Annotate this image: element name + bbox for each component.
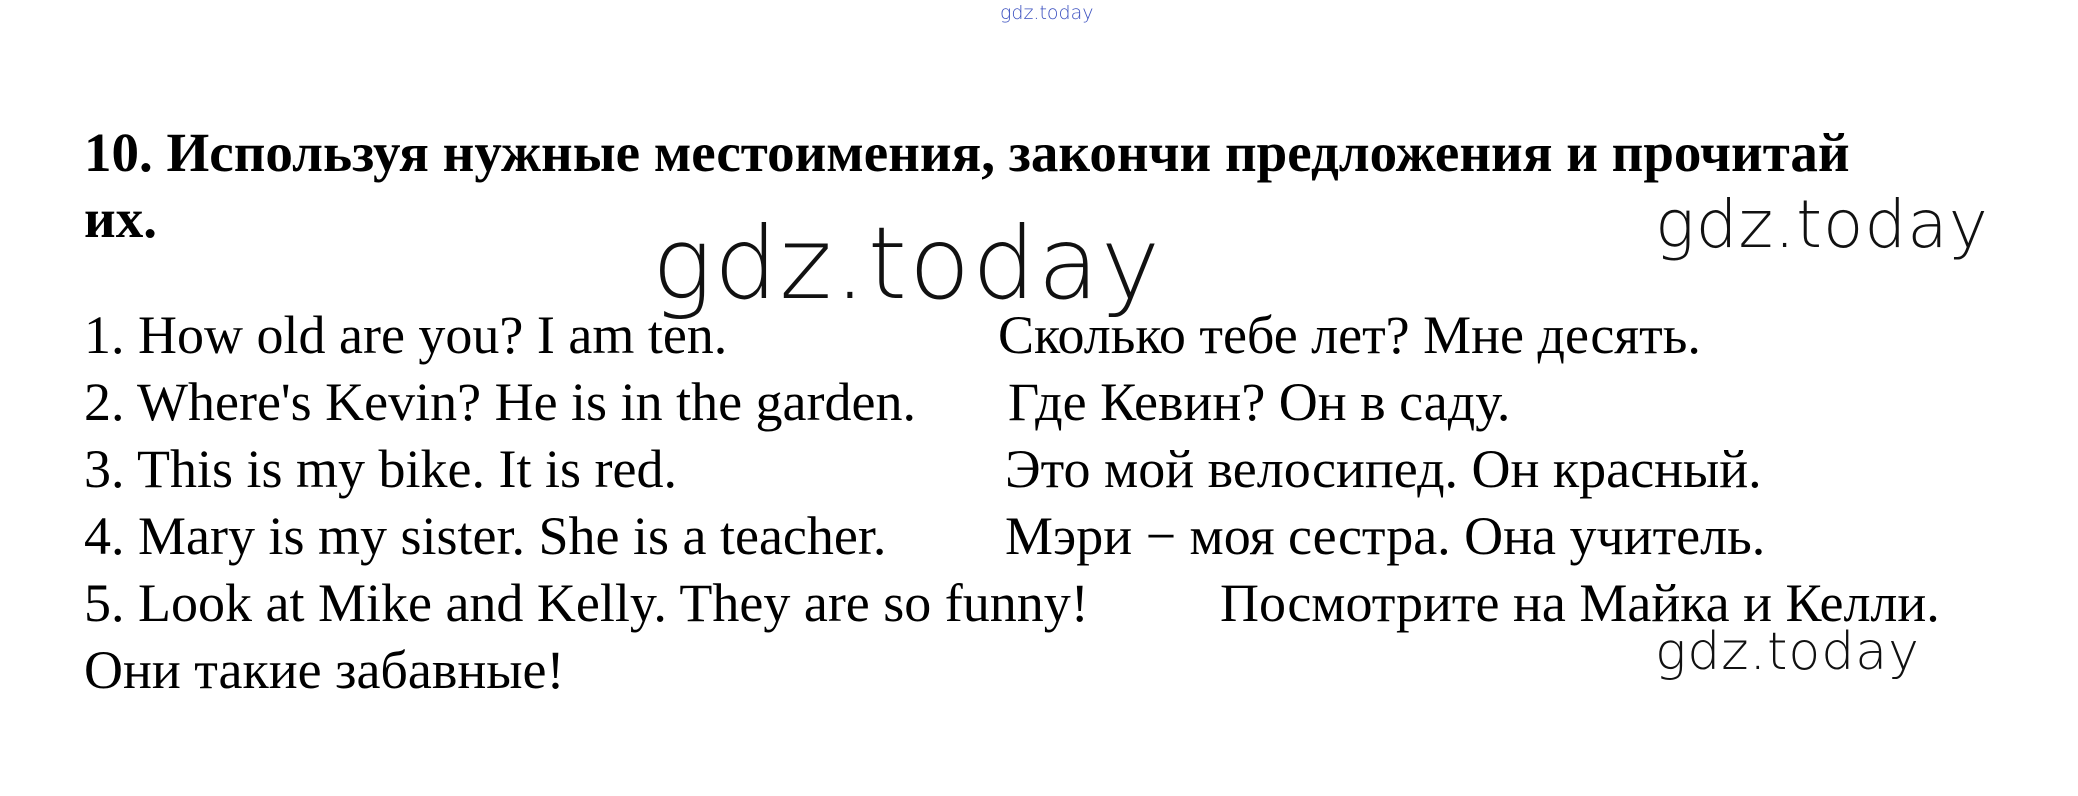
sentence-1-russian: Сколько тебе лет? Мне десять. (998, 305, 1701, 365)
sentence-3-english: 3. This is my bike. It is red. (84, 439, 677, 499)
task-title (84, 120, 2004, 252)
sentence-4-english: 4. Mary is my sister. She is a teacher. (84, 506, 887, 566)
sentence-4-russian: Мэри − моя сестра. Она учитель. (1005, 506, 1766, 566)
sentence-1-english: 1. How old are you? I am ten. (84, 305, 728, 365)
watermark-top: gdz.today (1000, 2, 1094, 24)
sentence-5-russian: Посмотрите на Майка и Келли. (1220, 573, 1940, 633)
sentence-2-russian: Где Кевин? Он в саду. (1008, 372, 1511, 432)
sentence-3-russian: Это мой велосипед. Он красный. (1005, 439, 1762, 499)
watermark-middle: gdz.today (652, 205, 1163, 322)
watermark-bottom: gdz.today (1655, 622, 1920, 682)
task-title-line-2: их. (84, 188, 157, 249)
sentence-2-english: 2. Where's Kevin? He is in the garden. (84, 372, 916, 432)
task-title-line-1: 10. Используя нужные местоимения, закончи предложения и прочитай (84, 122, 1850, 183)
sentence-5-russian-continuation: Они такие забавные! (84, 640, 565, 700)
watermark-right: gdz.today (1655, 186, 1989, 263)
sentence-5-english: 5. Look at Mike and Kelly. They are so funny! (84, 573, 1089, 633)
